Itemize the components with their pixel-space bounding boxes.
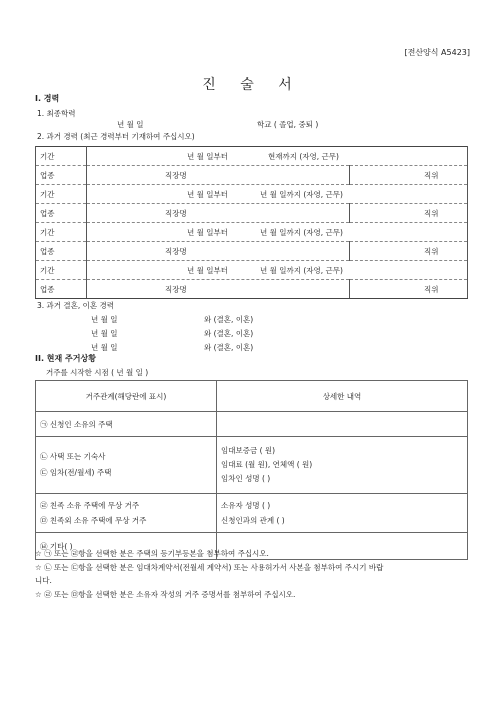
job-label: 업종: [36, 166, 87, 185]
career-label: 2. 과거 경력 (최근 경력부터 기재하여 주십시오): [37, 132, 195, 141]
career-period-row: [36, 147, 468, 166]
job-label: 업종: [36, 280, 87, 299]
residence-row-free: ㉣ 친족 소유 주택에 무상 거주 ㉤ 친족외 소유 주택에 무상 거주: [36, 494, 217, 533]
career-period-row: [36, 185, 468, 204]
residence-row-rent-detail: 임대보증금 ( 원) 임대료 (월 원), 연체액 ( 원) 임차인 성명 ( ): [217, 437, 468, 494]
residence-col-relation: 거주관계(해당란에 표시): [36, 381, 217, 412]
period-value[interactable]: 년 월 일부터 년 월 일까지 (자영, 근무): [87, 185, 468, 204]
period-value[interactable]: 년 월 일부터 년 월 일까지 (자영, 근무): [87, 261, 468, 280]
career-job-row: [36, 204, 468, 223]
workplace-field[interactable]: 직장명: [87, 280, 350, 299]
note-2: ☆ ㉡ 또는 ㉢항을 선택한 분은 임대차계약서(전월세 계약서) 또는 사용허가서 사본을 첨부하여 주시기 바랍: [35, 563, 384, 572]
marriage-type: 와 (결혼, 이혼): [204, 329, 254, 338]
workplace-field[interactable]: 직장명: [87, 204, 350, 223]
job-label: 업종: [36, 242, 87, 261]
section1-heading: I. 경력: [35, 94, 60, 103]
period-value[interactable]: 년 월 일부터 년 월 일까지 (자영, 근무): [87, 223, 468, 242]
marriage-date: 년 월 일: [91, 315, 118, 324]
note-1: ☆ ㉠ 또는 ㉣항을 선택한 분은 주택의 등기부등본을 첨부하여 주십시오.: [35, 549, 269, 558]
period-value[interactable]: 년 월 일부터 현재까지 (자영, 근무): [87, 147, 468, 166]
period-label: 기간: [36, 147, 87, 166]
marriage-type: 와 (결혼, 이혼): [204, 343, 254, 352]
residence-row-rent: ㉡ 사택 또는 기숙사 ㉢ 임차(전/월세) 주택: [36, 437, 217, 494]
job-label: 업종: [36, 204, 87, 223]
position-field[interactable]: 직위: [350, 242, 468, 261]
career-job-row: [36, 242, 468, 261]
education-label: 1. 최종학력: [37, 109, 76, 118]
marriage-type: 와 (결혼, 이혼): [204, 315, 254, 324]
period-label: 기간: [36, 261, 87, 280]
workplace-field[interactable]: 직장명: [87, 166, 350, 185]
form-code: [전산양식 A5423]: [404, 48, 470, 57]
workplace-field[interactable]: 직장명: [87, 242, 350, 261]
career-period-row: [36, 223, 468, 242]
position-field[interactable]: 직위: [350, 280, 468, 299]
residence-table: [35, 380, 468, 560]
residence-row-free-detail: 소유자 성명 ( ) 신청인과의 관계 ( ): [217, 494, 468, 533]
residence-col-detail: 상세한 내역: [217, 381, 468, 412]
note-3: ☆ ㉣ 또는 ㉤항을 선택한 분은 소유자 작성의 거주 증명서를 첨부하여 주십시오.: [35, 590, 296, 599]
residence-row-own: ㉠ 신청인 소유의 주택: [36, 412, 217, 437]
career-table: [35, 146, 468, 299]
period-label: 기간: [36, 185, 87, 204]
education-school: 학교 ( 졸업, 중퇴 ): [257, 120, 319, 129]
residence-row-other: ㉥ 기타( ): [36, 533, 217, 560]
career-job-row: [36, 280, 468, 299]
residence-start: 거주를 시작한 시점 ( 년 월 일 ): [46, 368, 149, 377]
period-label: 기간: [36, 223, 87, 242]
marriage-date: 년 월 일: [91, 329, 118, 338]
education-date: 년 월 일: [117, 120, 144, 129]
marriage-label: 3. 과거 결혼, 이혼 경력: [37, 301, 115, 310]
marriage-date: 년 월 일: [91, 343, 118, 352]
note-2-cont: 니다.: [35, 576, 52, 585]
career-job-row: [36, 166, 468, 185]
page-title: 진 술 서: [202, 77, 302, 93]
section2-heading: II. 현재 주거상황: [35, 354, 96, 363]
career-period-row: [36, 261, 468, 280]
position-field[interactable]: 직위: [350, 204, 468, 223]
position-field[interactable]: 직위: [350, 166, 468, 185]
